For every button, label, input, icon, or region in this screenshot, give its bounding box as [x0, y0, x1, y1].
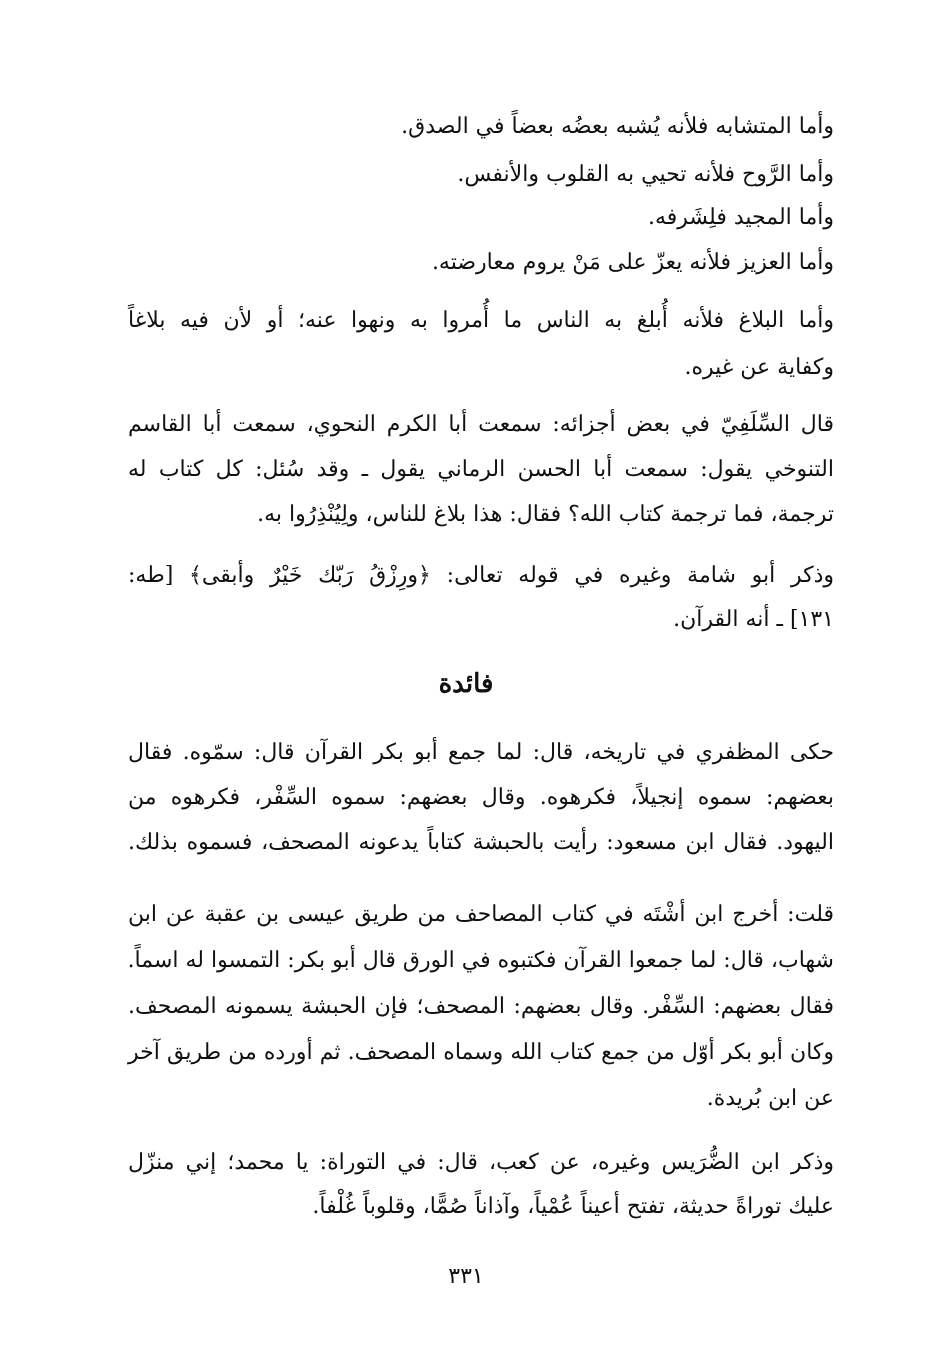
text-line: بعضهم: سموه إنجيلاً، فكرهوه. وقال بعضهم: سموه السِّفْر، فكرهوه من [128, 785, 834, 810]
text-line: قال السِّلَفِيّ في بعض أجزائه: سمعت أبا الكرم النحوي، سمعت أبا القاسم [128, 412, 834, 437]
page-number: ٣٣١ [448, 1264, 484, 1289]
text-line: شهاب، قال: لما جمعوا القرآن فكتبوه في الورق قال أبو بكر: التمسوا له اسماً. [127, 948, 834, 973]
text-line: اليهود. فقال ابن مسعود: رأيت بالحبشة كتاباً يدعونه المصحف، فسموه بذلك. [128, 830, 834, 855]
text-line: وكان أبو بكر أوّل من جمع كتاب الله وسماه المصحف. ثم أورده من طريق آخر [128, 1040, 834, 1065]
text-line: وكفاية عن غيره. [684, 355, 834, 380]
text-line: وذكر أبو شامة وغيره في قوله تعالى: ﴿ورِزْقُ رَبّك خَيْرٌ وأبقى﴾ [طه: [128, 563, 834, 588]
text-line: حكى المظفري في تاريخه، قال: لما جمع أبو بكر القرآن قال: سمّوه. فقال [128, 740, 834, 765]
text-line: عليك توراةً حديثة، تفتح أعيناً عُمْياً، وآذاناً صُمًّا، وقلوباً غُلْفاً. [312, 1194, 834, 1219]
text-line: وأما البلاغ فلأنه أُبلغ به الناس ما أُمروا به ونهوا عنه؛ أو لأن فيه بلاغاً [128, 308, 834, 333]
text-line: وأما الرَّوح فلأنه تحيي به القلوب والأنفس. [457, 162, 834, 187]
section-heading: فائدة [438, 669, 494, 699]
text-line: وأما المتشابه فلأنه يُشبه بعضُه بعضاً في الصدق. [401, 114, 834, 139]
text-line: ١٣١] ـ أنه القرآن. [673, 607, 834, 632]
text-line: وأما المجيد فلِشَرفه. [647, 205, 834, 230]
text-line: وأما العزيز فلأنه يعزّ على مَنْ يروم معارضته. [431, 250, 834, 275]
text-line: التنوخي يقول: سمعت أبا الحسن الرماني يقول ـ وقد سُئل: كل كتاب له [128, 457, 834, 482]
text-line: ترجمة، فما ترجمة كتاب الله؟ فقال: هذا بلاغ للناس، ولِيُنْذِرُوا به. [257, 502, 834, 527]
text-line: فقال بعضهم: السِّفْر. وقال بعضهم: المصحف؛ فإن الحبشة يسمونه المصحف. [128, 994, 834, 1019]
text-line: قلت: أخرج ابن أشْتَه في كتاب المصاحف من طريق عيسى بن عقبة عن ابن [128, 902, 834, 927]
text-line: وذكر ابن الضُّرَيس وغيره، عن كعب، قال: في التوراة: يا محمد؛ إني منزّل [128, 1150, 834, 1175]
text-line: عن ابن بُريدة. [706, 1086, 834, 1111]
